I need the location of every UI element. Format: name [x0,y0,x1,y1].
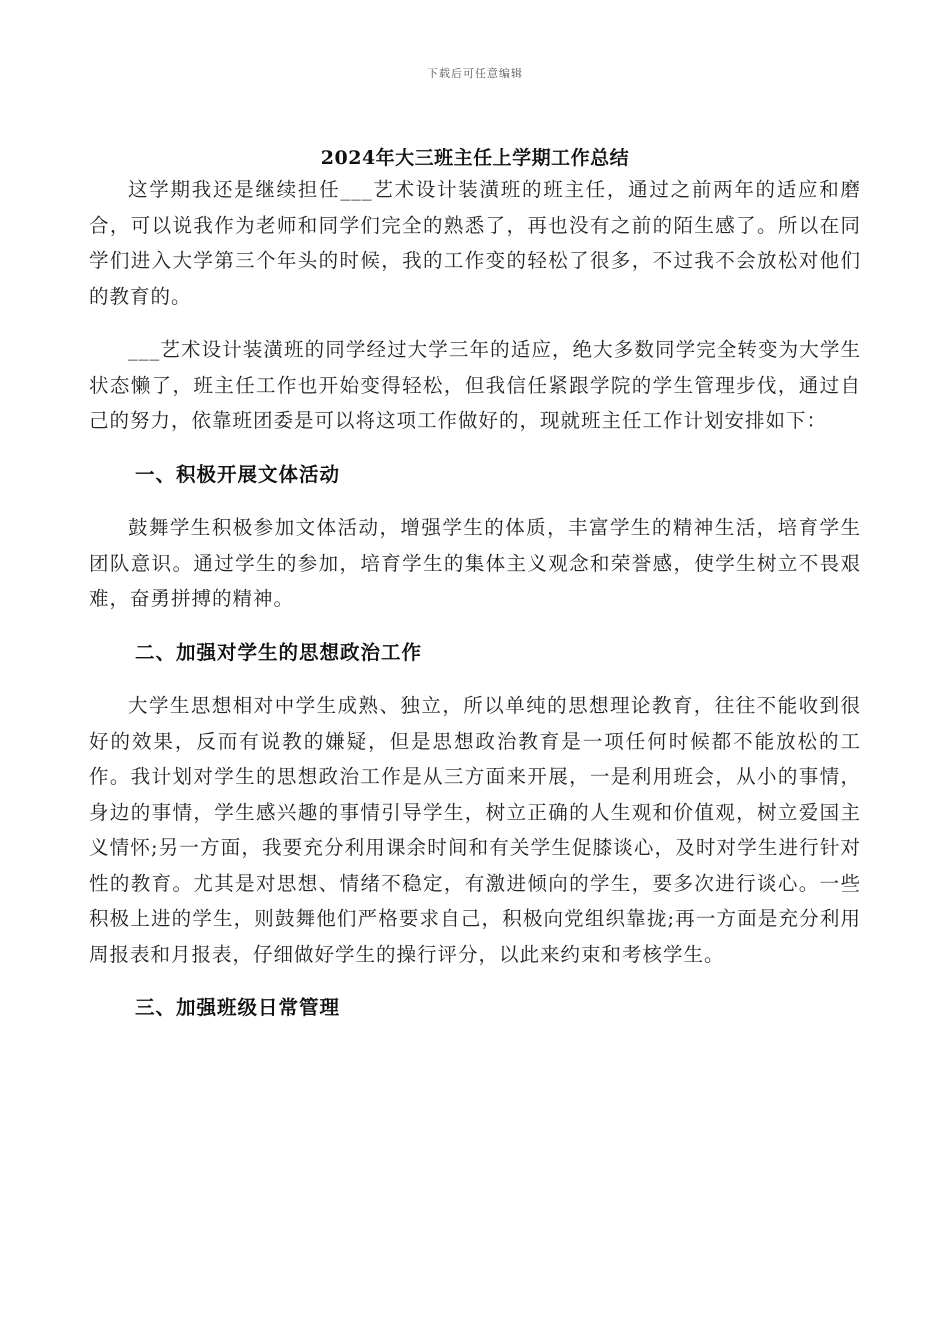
section-heading-2: 二、加强对学生的思想政治工作 [135,640,423,664]
document-title: 2024年大三班主任上学期工作总结 [320,147,630,169]
section-heading-1: 一、积极开展文体活动 [135,462,341,486]
paragraph-ideological-work: 大学生思想相对中学生成熟、独立，所以单纯的思想理论教育，往往不能收到很好的效果，反而有说教的嫌疑，但是思想政治教育是一项任何时候都不能放松的工作。我计划对学生的思想政治工作是从三方面来开展，一是利用班会，从小的事情，身边的事情，学生感兴趣的事情引导学生，树立正确的人生观和价值观，树立爱国主义情怀;另一方面，我要充分利用课余时间和有关学生促膝谈心，及时对学生进行针对性的教育。尤其是对思想、情绪不稳定，有激进倾向的学生，要多次进行谈心。一些积极上进的学生，则鼓舞他们严格要求自己，积极向党组织靠拢;再一方面是充分利用周报表和月报表，仔细做好学生的操行评分，以此来约束和考核学生。 [89,694,861,966]
header-note: 下载后可任意编辑 [427,67,523,80]
paragraph-class-status: ___艺术设计装潢班的同学经过大学三年的适应，绝大多数同学完全转变为大学生状态懒了，班主任工作也开始变得轻松，但我信任紧跟学院的学生管理步伐，通过自己的努力，依靠班团委是可以将这项工作做好的，现就班主任工作计划安排如下： [89,338,861,432]
document-body [89,172,861,1026]
section-heading-3: 三、加强班级日常管理 [135,996,341,1019]
paragraph-sports-activities: 鼓舞学生积极参加文体活动，增强学生的体质，丰富学生的精神生活，培育学生团队意识。通过学生的参加，培育学生的集体主义观念和荣誉感，使学生树立不畏艰难，奋勇拼搏的精神。 [89,516,861,610]
paragraph-intro: 这学期我还是继续担任___艺术设计装潢班的班主任，通过之前两年的适应和磨合，可以说我作为老师和同学们完全的熟悉了，再也没有之前的陌生感了。所以在同学们进入大学第三个年头的时候，我的工作变的轻松了很多，不过我不会放松对他们的教育的。 [89,178,861,308]
